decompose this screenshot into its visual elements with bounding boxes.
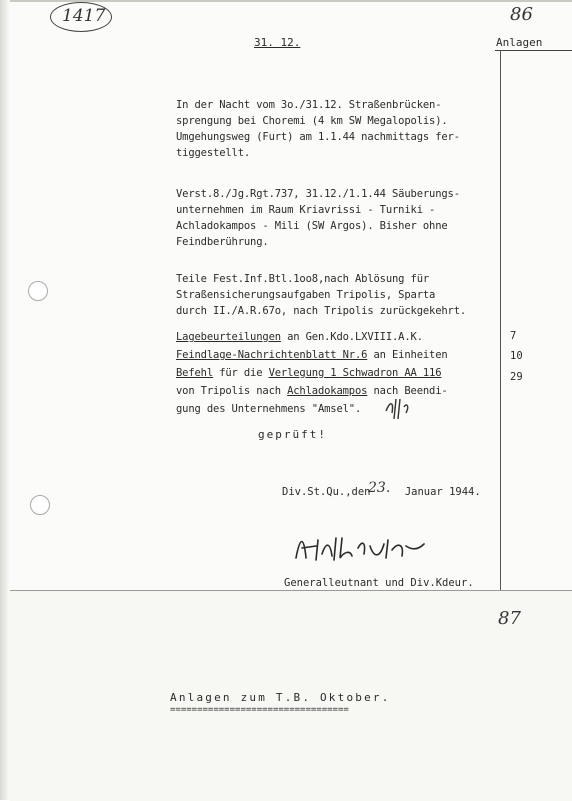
- checked-note: geprüft!: [258, 428, 327, 441]
- attachment-3-title: Befehl: [176, 367, 214, 379]
- attachment-1-title: Lagebeurteilungen: [176, 331, 281, 343]
- paper-edge-left: [0, 0, 10, 800]
- attachment-1-count: 7: [510, 330, 517, 342]
- attachment-3-cont-a: von Tripolis nach: [176, 385, 288, 397]
- paragraph-bridge-demolition: In der Nacht vom 3o./31.12. Straßenbrücken- sprengung bei Choremi (4 km SW Megalopolis). Umgehungsweg (Furt) am 1.1.44 nachmittags fer- tiggestellt.: [176, 99, 460, 159]
- signature-title: Generalleutnant und Div.Kdeur.: [284, 577, 474, 589]
- attachment-3-cont-b: nach Beendi-: [367, 385, 448, 397]
- dateline-prefix: Div.St.Qu.,den: [282, 486, 377, 498]
- attachment-3-text: für die: [213, 367, 269, 379]
- footer-double-rule: =================================: [170, 705, 349, 715]
- attachment-list: [176, 328, 506, 418]
- initials-paraph: [384, 395, 414, 421]
- attachment-2-text: an Einheiten: [367, 349, 448, 361]
- attachment-2-count: 10: [510, 350, 523, 362]
- punch-hole-top: [28, 281, 48, 301]
- attachment-2-title: Feindlage-Nachrichtenblatt Nr.6: [176, 349, 368, 361]
- anlagen-column-header: Anlagen: [496, 36, 543, 49]
- handwritten-day: 23.: [368, 480, 391, 496]
- dateline-suffix: Januar 1944.: [404, 486, 481, 498]
- page-number-top: 86: [510, 4, 533, 25]
- attachment-3-count: 29: [510, 371, 523, 383]
- attachment-3-cont-c: gung des Unternehmens "Amsel".: [176, 403, 362, 415]
- footer-title: Anlagen zum T.B. Oktober.: [170, 691, 391, 704]
- attachment-3-place: Achladokampos: [287, 385, 368, 397]
- attachment-1-text: an Gen.Kdo.LXVIII.A.K.: [280, 331, 423, 343]
- paragraph-battalion-return: Teile Fest.Inf.Btl.1oo8,nach Ablösung für Straßensicherungsaufgaben Tripolis, Sparta durch II./A.R.67o, nach Tripolis zurückgekehrt.: [176, 273, 467, 317]
- stamp-number: 1417: [62, 6, 106, 26]
- page-number-bottom: 87: [498, 608, 521, 629]
- anlagen-header-rule: [495, 50, 572, 51]
- attachment-3-subject: Verlegung 1 Schwadron AA 116: [268, 367, 442, 379]
- entry-date: 31. 12.: [254, 36, 301, 49]
- punch-hole-bottom: [30, 495, 50, 515]
- paragraph-clearing-operation: Verst.8./Jg.Rgt.737, 31.12./1.1.44 Säuberungs- unternehmen im Raum Kriavrissi - Turniki - Achladokampos - Mili (SW Argos). Bisher ohne Feindberührung.: [176, 188, 460, 248]
- commander-signature: [292, 528, 442, 568]
